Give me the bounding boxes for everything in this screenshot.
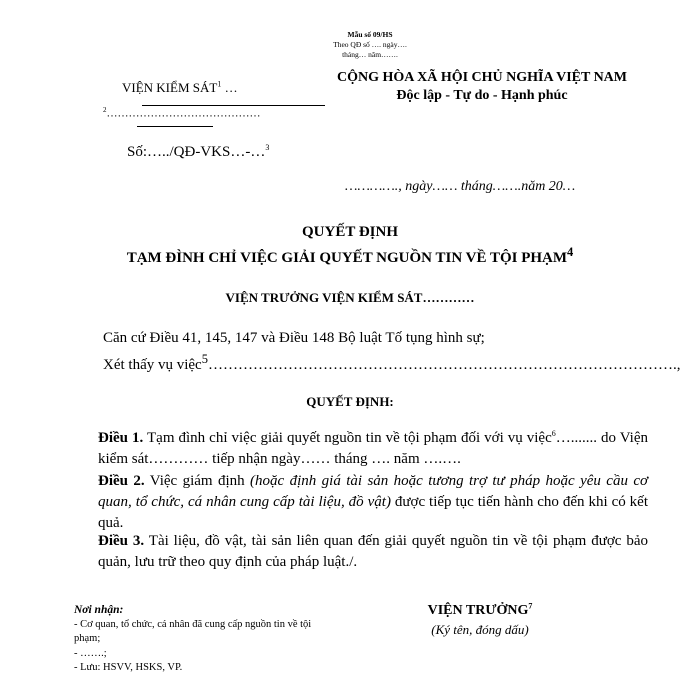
sub-agency-dots: ……………………………………	[106, 107, 261, 120]
article-1	[98, 428, 648, 470]
sub-agency-underline	[137, 126, 213, 127]
signature-title-text: VIỆN TRƯỞNG	[427, 603, 529, 618]
form-decision-date: tháng… năm…….	[342, 50, 398, 59]
article-2-text: Việc giám định	[144, 473, 251, 489]
form-meta	[310, 30, 430, 60]
article-3-text: Tài liệu, đồ vật, tài sản liên quan đến giải quyết nguồn tin về tội phạm được bảo quản, lưu trữ theo quy định của pháp luật./.	[98, 533, 648, 570]
document-number-text: Số:…../QĐ-VKS…-…	[127, 144, 266, 160]
recipients-block	[74, 603, 334, 676]
national-motto: Độc lập - Tự do - Hạnh phúc	[396, 88, 568, 103]
sub-agency	[103, 106, 261, 120]
footnote-ref-2: 2	[103, 106, 107, 114]
footnote-ref-7: 7	[528, 601, 533, 611]
article-1-text: Tạm đình chỉ việc giải quyết nguồn tin về tội phạm đối với vụ việc	[143, 430, 552, 446]
agency-suffix: …	[221, 80, 238, 95]
document-subtitle	[0, 245, 700, 267]
recipient-item: - …….;	[74, 647, 107, 659]
footnote-ref-6: 6	[551, 429, 556, 438]
article-2	[98, 471, 648, 534]
article-2-italic: (hoặc định giá tài sản hoặc tương trợ tư pháp hoặc yêu cầu cơ quan, tổ chức, cá nhân cung cấp tài liệu, đồ vật)	[98, 473, 649, 510]
article-3	[98, 531, 648, 573]
article-1-text-cont: …....... do Viện kiểm sát………… tiếp nhận ngày…… tháng …. năm ….….	[98, 430, 648, 467]
document-number	[127, 144, 269, 161]
place-date-line: …………., ngày…… tháng…….năm 20…	[345, 179, 576, 194]
recipient-item: - Cơ quan, tổ chức, cá nhân đã cung cấp nguồn tin về tội phạm;	[74, 618, 312, 644]
footnote-ref-4: 4	[567, 245, 574, 259]
article-3-label: Điều 3.	[98, 533, 145, 549]
footnote-ref-3: 3	[265, 143, 270, 152]
document-title: QUYẾT ĐỊNH	[302, 224, 398, 240]
agency-name	[122, 80, 238, 96]
recipient-item: - Lưu: HSVV, HSKS, VP.	[74, 662, 183, 673]
article-2-label: Điều 2.	[98, 473, 145, 489]
signature-instruction: (Ký tên, đóng dấu)	[431, 622, 529, 637]
decides-heading: QUYẾT ĐỊNH:	[306, 394, 394, 409]
legal-basis: Căn cứ Điều 41, 145, 147 và Điều 148 Bộ luật Tố tụng hình sự;	[103, 330, 485, 346]
article-2-text-cont: được tiếp tục tiến hành cho đến khi có kết quả.	[98, 494, 648, 531]
issuing-authority: VIỆN TRƯỞNG VIỆN KIỂM SÁT…………	[225, 290, 475, 305]
footnote-ref-5: 5	[201, 352, 208, 366]
signature-title	[385, 603, 575, 619]
agency-label: VIỆN KIỂM SÁT	[122, 80, 218, 95]
national-header	[316, 69, 648, 105]
recipients-title: Nơi nhận:	[74, 604, 124, 616]
consideration-dots: ………………………………………………………………………………….,	[207, 357, 681, 373]
document-subtitle-text: TẠM ĐÌNH CHỈ VIỆC GIẢI QUYẾT NGUỒN TIN VỀ TỘI PHẠM	[126, 250, 568, 266]
form-code: Mẫu số 09/HS	[347, 30, 393, 39]
consideration-label: Xét thấy vụ việc	[103, 357, 202, 373]
consideration-line	[103, 352, 680, 374]
article-1-label: Điều 1.	[98, 430, 144, 446]
form-decision-ref: Theo QĐ số …. ngày….	[333, 40, 407, 49]
footnote-ref-1: 1	[217, 79, 222, 89]
nation-name: CỘNG HÒA XÃ HỘI CHỦ NGHĨA VIỆT NAM	[336, 70, 627, 85]
